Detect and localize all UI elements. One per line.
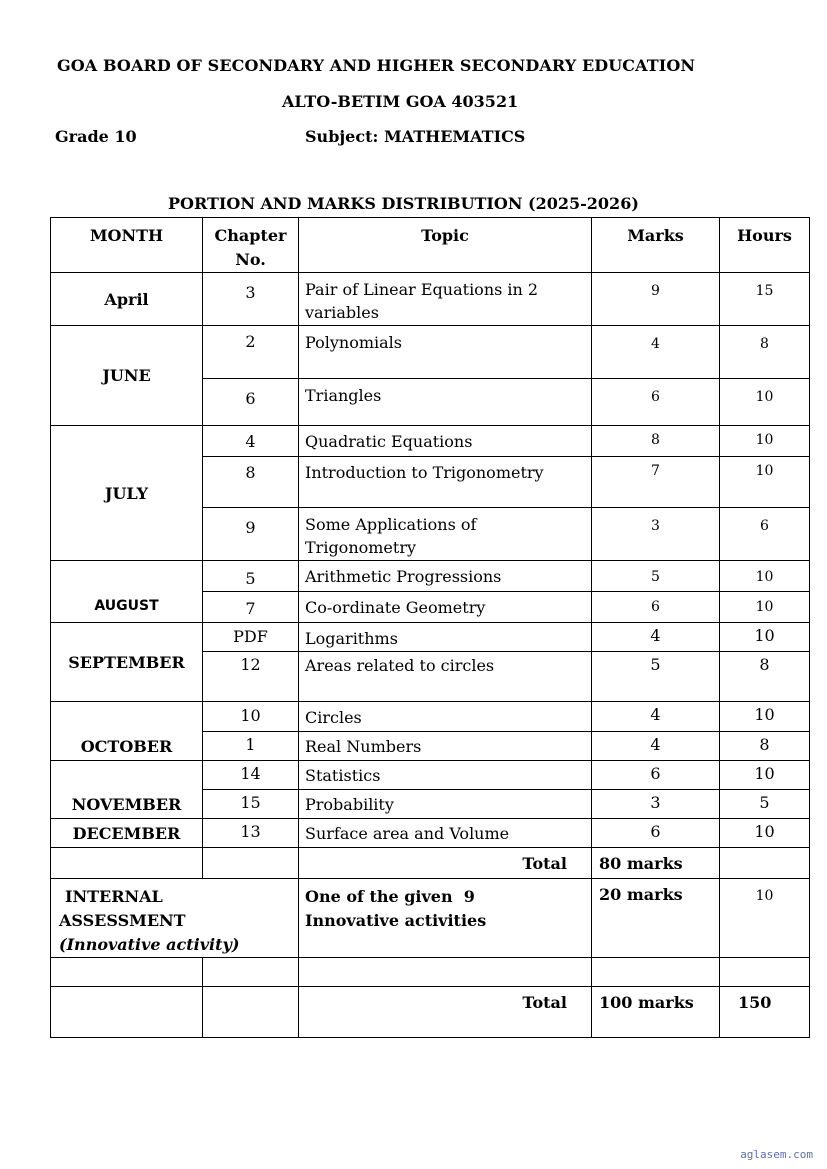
grand-total-marks: 100 marks	[592, 987, 720, 1038]
ia-topic-line2: Innovative activities	[305, 911, 487, 930]
month-august: AUGUST	[51, 561, 203, 623]
subject-label: Subject: MATHEMATICS	[305, 127, 526, 146]
topic-cell: Probability	[299, 790, 592, 819]
marks-distribution-table	[50, 217, 810, 1038]
grand-total-label: Total	[299, 987, 592, 1038]
table-row	[51, 702, 810, 732]
header-row	[51, 218, 810, 273]
topic-cell: Circles	[299, 702, 592, 732]
watermark-footer: aglasem.com	[740, 1148, 813, 1161]
internal-assessment-marks: 20 marks	[592, 879, 720, 958]
topic-cell: Polynomials	[299, 326, 592, 379]
topic-cell: Some Applications of Trigonometry	[299, 508, 592, 561]
topic-cell: Statistics	[299, 761, 592, 790]
chapter-cell: 15	[203, 790, 299, 819]
chapter-cell: 13	[203, 819, 299, 848]
topic-cell: Arithmetic Progressions	[299, 561, 592, 592]
topic-cell: Real Numbers	[299, 732, 592, 761]
hours-cell: 10	[720, 623, 810, 652]
chapter-cell: 7	[203, 592, 299, 623]
marks-cell: 3	[592, 508, 720, 561]
marks-cell: 4	[592, 326, 720, 379]
board-title: GOA BOARD OF SECONDARY AND HIGHER SECONDARY EDUCATION	[57, 56, 696, 75]
chapter-cell: PDF	[203, 623, 299, 652]
subtotal-label: Total	[299, 848, 592, 879]
hours-cell: 6	[720, 508, 810, 561]
ia-topic-line1: One of the given 9	[305, 887, 475, 906]
empty-cell	[51, 987, 203, 1038]
marks-cell: 6	[592, 761, 720, 790]
marks-cell: 3	[592, 790, 720, 819]
chapter-header-line1: Chapter	[214, 226, 287, 245]
chapter-cell: 10	[203, 702, 299, 732]
subtotal-marks: 80 marks	[592, 848, 720, 879]
table-row	[51, 326, 810, 379]
empty-cell	[720, 958, 810, 987]
hours-cell: 15	[720, 273, 810, 326]
chapter-cell: 5	[203, 561, 299, 592]
chapter-cell: 1	[203, 732, 299, 761]
grand-total-hours: 150	[720, 987, 810, 1038]
table-row	[51, 561, 810, 592]
hours-cell: 10	[720, 561, 810, 592]
empty-cell	[51, 848, 203, 879]
topic-cell: Surface area and Volume	[299, 819, 592, 848]
ia-label-line1: INTERNAL	[65, 887, 163, 906]
empty-cell	[203, 987, 299, 1038]
hours-cell: 10	[720, 702, 810, 732]
chapter-cell: 9	[203, 508, 299, 561]
hours-cell: 10	[720, 426, 810, 457]
ia-label-line3: (Innovative activity)	[59, 935, 240, 954]
empty-cell	[203, 958, 299, 987]
empty-cell	[51, 958, 203, 987]
hours-cell: 10	[720, 457, 810, 508]
table-title: PORTION AND MARKS DISTRIBUTION (2025-2026)	[168, 194, 639, 213]
topic-cell: Areas related to circles	[299, 652, 592, 702]
hours-cell: 5	[720, 790, 810, 819]
marks-cell: 9	[592, 273, 720, 326]
month-november: NOVEMBER	[51, 761, 203, 819]
empty-cell	[203, 848, 299, 879]
empty-cell	[720, 848, 810, 879]
marks-cell: 6	[592, 379, 720, 426]
internal-assessment-hours: 10	[720, 879, 810, 958]
empty-cell	[299, 958, 592, 987]
hours-cell: 10	[720, 592, 810, 623]
month-june: JUNE	[51, 326, 203, 426]
table-row	[51, 819, 810, 848]
column-header-marks: Marks	[592, 218, 720, 273]
marks-cell: 5	[592, 561, 720, 592]
chapter-cell: 4	[203, 426, 299, 457]
grade-label: Grade 10	[55, 127, 137, 146]
marks-cell: 5	[592, 652, 720, 702]
topic-cell: Pair of Linear Equations in 2 variables	[299, 273, 592, 326]
chapter-cell: 2	[203, 326, 299, 379]
chapter-cell: 3	[203, 273, 299, 326]
marks-cell: 4	[592, 623, 720, 652]
topic-cell: Logarithms	[299, 623, 592, 652]
hours-cell: 10	[720, 819, 810, 848]
board-address: ALTO-BETIM GOA 403521	[282, 92, 519, 111]
column-header-topic: Topic	[299, 218, 592, 273]
month-july: JULY	[51, 426, 203, 561]
column-header-month: MONTH	[51, 218, 203, 273]
hours-cell: 8	[720, 326, 810, 379]
internal-assessment-topic	[299, 879, 592, 958]
marks-cell: 8	[592, 426, 720, 457]
hours-cell: 8	[720, 732, 810, 761]
chapter-cell: 8	[203, 457, 299, 508]
marks-cell: 7	[592, 457, 720, 508]
table-row	[51, 623, 810, 652]
topic-cell: Co-ordinate Geometry	[299, 592, 592, 623]
table-row	[51, 426, 810, 457]
chapter-cell: 12	[203, 652, 299, 702]
topic-cell: Introduction to Trigonometry	[299, 457, 592, 508]
marks-cell: 4	[592, 732, 720, 761]
column-header-hours: Hours	[720, 218, 810, 273]
table-row	[51, 761, 810, 790]
subtotal-row	[51, 848, 810, 879]
ia-label-line2: ASSESSMENT	[59, 911, 186, 930]
chapter-cell: 6	[203, 379, 299, 426]
internal-assessment-row	[51, 879, 810, 958]
month-december: DECEMBER	[51, 819, 203, 848]
marks-cell: 6	[592, 592, 720, 623]
marks-cell: 6	[592, 819, 720, 848]
hours-cell: 10	[720, 379, 810, 426]
empty-row	[51, 958, 810, 987]
internal-assessment-label	[51, 879, 299, 958]
hours-cell: 10	[720, 761, 810, 790]
month-october: OCTOBER	[51, 702, 203, 761]
column-header-chapter	[203, 218, 299, 273]
empty-cell	[592, 958, 720, 987]
chapter-cell: 14	[203, 761, 299, 790]
topic-cell: Quadratic Equations	[299, 426, 592, 457]
topic-cell: Triangles	[299, 379, 592, 426]
month-april: April	[51, 273, 203, 326]
hours-cell: 8	[720, 652, 810, 702]
month-september: SEPTEMBER	[51, 623, 203, 702]
table-row	[51, 273, 810, 326]
grand-total-row	[51, 987, 810, 1038]
chapter-header-line2: No.	[235, 250, 266, 269]
marks-cell: 4	[592, 702, 720, 732]
